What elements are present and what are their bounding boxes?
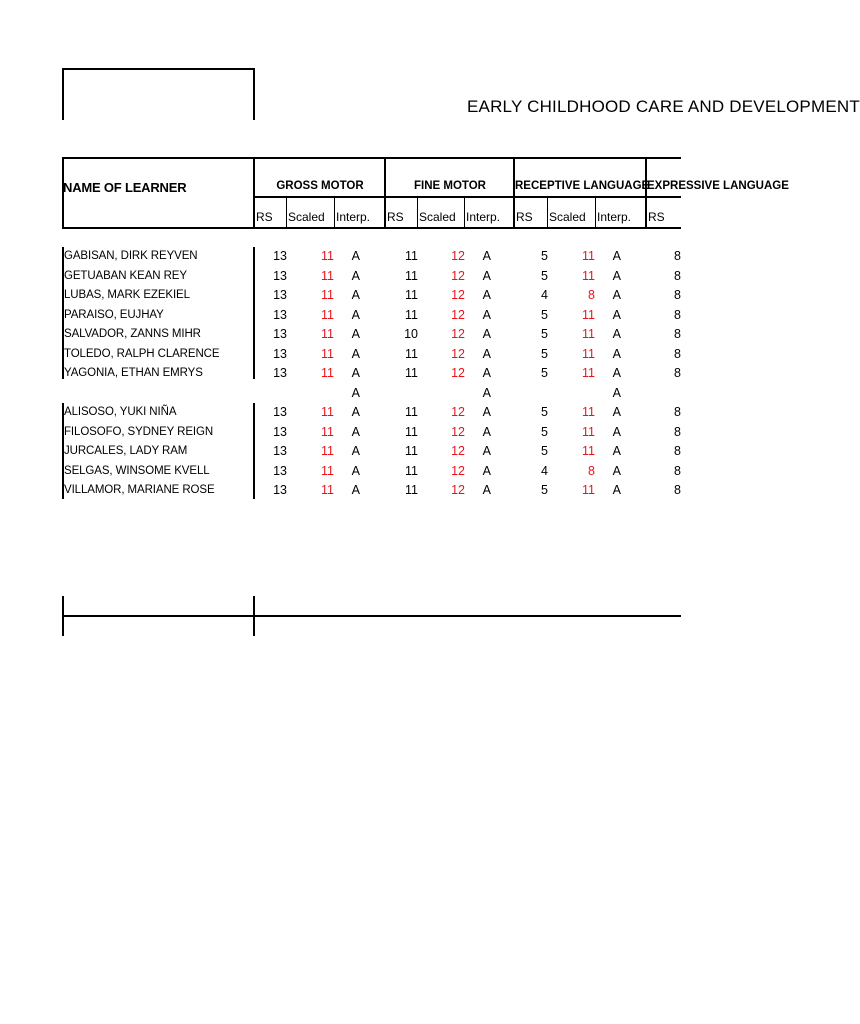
fm-scaled-cell: 12 bbox=[451, 405, 465, 419]
rl-scaled-cell: 11 bbox=[582, 405, 595, 419]
rl-rs-cell: 5 bbox=[541, 327, 548, 341]
rl-scaled-cell: 11 bbox=[582, 444, 595, 458]
fm-scaled-cell: 12 bbox=[451, 327, 465, 341]
rl-scaled-cell: 11 bbox=[582, 483, 595, 497]
rl-interp-cell: A bbox=[612, 444, 621, 458]
data-name-divider-2 bbox=[253, 403, 255, 499]
fm-rs-subheader: RS bbox=[387, 210, 404, 224]
gm-interp-cell: A bbox=[351, 463, 360, 478]
header-top-border bbox=[62, 157, 681, 159]
gm-scaled-cell: 11 bbox=[321, 424, 334, 439]
receptive-language-header: RECEPTIVE LANGUAGE bbox=[515, 180, 650, 192]
bottom-box-line bbox=[62, 615, 681, 617]
el-rs-cell: 8 bbox=[674, 327, 681, 341]
rl-interp-cell: A bbox=[612, 385, 621, 400]
learner-name: FILOSOFO, SYDNEY REIGN bbox=[64, 425, 214, 438]
el-rs-cell: 8 bbox=[674, 307, 681, 322]
rl-interp-cell: A bbox=[612, 307, 621, 322]
fine-motor-header: FINE MOTOR bbox=[414, 180, 486, 192]
fm-scaled-cell: 12 bbox=[451, 307, 465, 322]
rl-scaled-cell: 11 bbox=[582, 327, 595, 341]
fm-rs-cell: 11 bbox=[405, 366, 418, 380]
gm-scaled-subheader: Scaled bbox=[288, 210, 325, 224]
fm-scaled-cell: 12 bbox=[451, 288, 465, 302]
fm-rs-cell: 11 bbox=[405, 249, 418, 263]
fm-rs-cell: 11 bbox=[405, 424, 418, 439]
sub-divider bbox=[334, 198, 335, 228]
rl-interp-cell: A bbox=[612, 346, 621, 361]
gm-interp-cell: A bbox=[351, 385, 360, 400]
learner-name: LUBAS, MARK EZEKIEL bbox=[64, 289, 190, 301]
fm-interp-cell: A bbox=[482, 249, 491, 263]
rl-rs-cell: 5 bbox=[541, 483, 548, 497]
fm-interp-cell: A bbox=[482, 483, 491, 497]
fm-scaled-cell: 12 bbox=[451, 346, 465, 361]
rl-rs-cell: 5 bbox=[541, 424, 548, 439]
gm-rs-cell: 13 bbox=[273, 444, 287, 458]
learner-name: GABISAN, DIRK REYVEN bbox=[64, 250, 198, 262]
fm-rs-cell: 11 bbox=[405, 268, 418, 283]
fm-rs-cell: 10 bbox=[404, 327, 418, 341]
header-bottom-border bbox=[62, 227, 681, 229]
el-rs-cell: 8 bbox=[674, 346, 681, 361]
rl-col-divider bbox=[645, 157, 647, 229]
learner-name: VILLAMOR, MARIANE ROSE bbox=[64, 484, 215, 496]
el-rs-subheader: RS bbox=[648, 210, 665, 224]
gm-interp-cell: A bbox=[351, 288, 360, 302]
box-right-border bbox=[253, 68, 255, 120]
name-column-header: NAME OF LEARNER bbox=[63, 180, 187, 195]
fm-interp-cell: A bbox=[482, 463, 491, 478]
fm-interp-cell: A bbox=[482, 366, 491, 380]
rl-rs-cell: 5 bbox=[541, 249, 548, 263]
gm-scaled-cell: 11 bbox=[321, 346, 334, 361]
gm-rs-cell: 13 bbox=[273, 327, 287, 341]
rl-scaled-cell: 11 bbox=[582, 424, 595, 439]
bottom-box-divider bbox=[253, 596, 255, 636]
gm-interp-cell: A bbox=[351, 307, 360, 322]
gm-interp-cell: A bbox=[351, 346, 360, 361]
el-rs-cell: 8 bbox=[674, 483, 681, 497]
rl-rs-cell: 5 bbox=[541, 307, 548, 322]
gm-rs-subheader: RS bbox=[256, 210, 273, 224]
gm-scaled-cell: 11 bbox=[321, 444, 334, 458]
fm-interp-cell: A bbox=[482, 307, 491, 322]
rl-scaled-cell: 11 bbox=[582, 268, 595, 283]
gm-scaled-cell: 11 bbox=[321, 268, 334, 283]
fm-interp-cell: A bbox=[482, 346, 491, 361]
fm-rs-cell: 11 bbox=[405, 346, 418, 361]
sub-divider bbox=[286, 198, 287, 228]
gm-interp-cell: A bbox=[351, 366, 360, 380]
fm-scaled-cell: 12 bbox=[451, 483, 465, 497]
gm-rs-cell: 13 bbox=[273, 268, 287, 283]
rl-interp-cell: A bbox=[612, 249, 621, 263]
el-rs-cell: 8 bbox=[674, 444, 681, 458]
fm-scaled-cell: 12 bbox=[451, 463, 465, 478]
gm-scaled-cell: 11 bbox=[321, 249, 334, 263]
el-rs-cell: 8 bbox=[674, 424, 681, 439]
rl-scaled-cell: 11 bbox=[582, 366, 595, 380]
gm-rs-cell: 13 bbox=[273, 346, 287, 361]
fm-rs-cell: 11 bbox=[405, 405, 418, 419]
gm-interp-cell: A bbox=[351, 444, 360, 458]
gm-rs-cell: 13 bbox=[273, 307, 287, 322]
gm-rs-cell: 13 bbox=[273, 366, 287, 380]
fm-rs-cell: 11 bbox=[405, 463, 418, 478]
bottom-box-left bbox=[62, 596, 64, 636]
learner-name: PARAISO, EUJHAY bbox=[64, 308, 164, 321]
rl-interp-cell: A bbox=[612, 483, 621, 497]
data-name-divider bbox=[253, 247, 255, 379]
gm-rs-cell: 13 bbox=[273, 463, 287, 478]
el-rs-cell: 8 bbox=[674, 463, 681, 478]
rl-interp-cell: A bbox=[612, 424, 621, 439]
gm-scaled-cell: 11 bbox=[321, 288, 334, 302]
fm-scaled-cell: 12 bbox=[451, 268, 465, 283]
gm-rs-cell: 13 bbox=[273, 483, 287, 497]
sub-divider bbox=[464, 198, 465, 228]
fm-scaled-cell: 12 bbox=[451, 424, 465, 439]
fm-rs-cell: 11 bbox=[405, 288, 418, 302]
gm-interp-cell: A bbox=[351, 405, 360, 419]
gm-interp-cell: A bbox=[351, 424, 360, 439]
rl-interp-cell: A bbox=[612, 268, 621, 283]
rl-scaled-cell: 11 bbox=[582, 249, 595, 263]
rl-rs-subheader: RS bbox=[516, 210, 533, 224]
rl-rs-cell: 4 bbox=[541, 288, 548, 302]
box-top-border bbox=[63, 68, 255, 70]
rl-rs-cell: 5 bbox=[541, 444, 548, 458]
fm-rs-cell: 11 bbox=[405, 444, 418, 458]
fm-scaled-cell: 12 bbox=[451, 249, 465, 263]
learner-name: SALVADOR, ZANNS MIHR bbox=[64, 328, 201, 340]
gm-scaled-cell: 11 bbox=[321, 366, 334, 380]
fm-scaled-subheader: Scaled bbox=[419, 210, 456, 224]
fm-scaled-cell: 12 bbox=[451, 444, 465, 458]
gm-interp-cell: A bbox=[351, 249, 360, 263]
fm-interp-cell: A bbox=[482, 268, 491, 283]
rl-scaled-subheader: Scaled bbox=[549, 210, 586, 224]
rl-rs-cell: 5 bbox=[541, 366, 548, 380]
rl-interp-cell: A bbox=[612, 327, 621, 341]
fm-rs-cell: 11 bbox=[405, 483, 418, 497]
learner-name: SELGAS, WINSOME KVELL bbox=[64, 464, 210, 477]
fm-interp-cell: A bbox=[482, 424, 491, 439]
rl-interp-cell: A bbox=[612, 405, 621, 419]
learner-name: JURCALES, LADY RAM bbox=[64, 445, 188, 457]
rl-interp-cell: A bbox=[612, 288, 621, 302]
gm-rs-cell: 13 bbox=[273, 288, 287, 302]
fm-interp-cell: A bbox=[482, 444, 491, 458]
rl-rs-cell: 5 bbox=[541, 405, 548, 419]
rl-interp-subheader: Interp. bbox=[597, 210, 632, 224]
gm-scaled-cell: 11 bbox=[321, 307, 334, 322]
gm-interp-cell: A bbox=[351, 327, 360, 341]
learner-name: YAGONIA, ETHAN EMRYS bbox=[64, 367, 203, 379]
expressive-language-header: EXPRESSIVE LANGUAGE bbox=[647, 180, 789, 192]
rl-rs-cell: 5 bbox=[541, 346, 548, 361]
gm-scaled-cell: 11 bbox=[321, 327, 334, 341]
rl-scaled-cell: 8 bbox=[588, 463, 595, 478]
fm-rs-cell: 11 bbox=[405, 307, 418, 322]
fm-col-divider bbox=[513, 157, 515, 229]
fm-interp-cell: A bbox=[482, 288, 491, 302]
header-mid-border bbox=[255, 196, 681, 198]
rl-interp-cell: A bbox=[612, 463, 621, 478]
gross-motor-header: GROSS MOTOR bbox=[276, 180, 364, 192]
el-rs-cell: 8 bbox=[674, 405, 681, 419]
gm-rs-cell: 13 bbox=[273, 249, 287, 263]
fm-interp-cell: A bbox=[482, 327, 491, 341]
el-rs-cell: 8 bbox=[674, 249, 681, 263]
page-title: EARLY CHILDHOOD CARE AND DEVELOPMENT bbox=[467, 97, 860, 116]
name-col-divider bbox=[253, 157, 255, 229]
gm-interp-subheader: Interp. bbox=[336, 210, 371, 224]
fm-interp-cell: A bbox=[482, 405, 491, 419]
gm-rs-cell: 13 bbox=[273, 405, 287, 419]
learner-name: ALISOSO, YUKI NIÑA bbox=[64, 406, 177, 418]
rl-scaled-cell: 11 bbox=[582, 346, 595, 361]
rl-scaled-cell: 11 bbox=[582, 307, 595, 322]
el-rs-cell: 8 bbox=[674, 288, 681, 302]
gm-col-divider bbox=[384, 157, 386, 229]
gm-scaled-cell: 11 bbox=[321, 405, 334, 419]
el-rs-cell: 8 bbox=[674, 366, 681, 380]
fm-scaled-cell: 12 bbox=[451, 366, 465, 380]
sub-divider bbox=[547, 198, 548, 228]
rl-interp-cell: A bbox=[612, 366, 621, 380]
box-left-border bbox=[62, 68, 64, 120]
fm-interp-subheader: Interp. bbox=[466, 210, 501, 224]
rl-rs-cell: 4 bbox=[541, 463, 548, 478]
learner-name: TOLEDO, RALPH CLARENCE bbox=[64, 347, 220, 360]
gm-interp-cell: A bbox=[351, 483, 360, 497]
gm-interp-cell: A bbox=[351, 268, 360, 283]
rl-rs-cell: 5 bbox=[541, 268, 548, 283]
rl-scaled-cell: 8 bbox=[588, 288, 595, 302]
sub-divider bbox=[417, 198, 418, 228]
learner-name: GETUABAN KEAN REY bbox=[64, 269, 187, 282]
sub-divider bbox=[595, 198, 596, 228]
fm-interp-cell: A bbox=[482, 385, 491, 400]
el-rs-cell: 8 bbox=[674, 268, 681, 283]
gm-rs-cell: 13 bbox=[273, 424, 287, 439]
gm-scaled-cell: 11 bbox=[321, 463, 334, 478]
gm-scaled-cell: 11 bbox=[321, 483, 334, 497]
